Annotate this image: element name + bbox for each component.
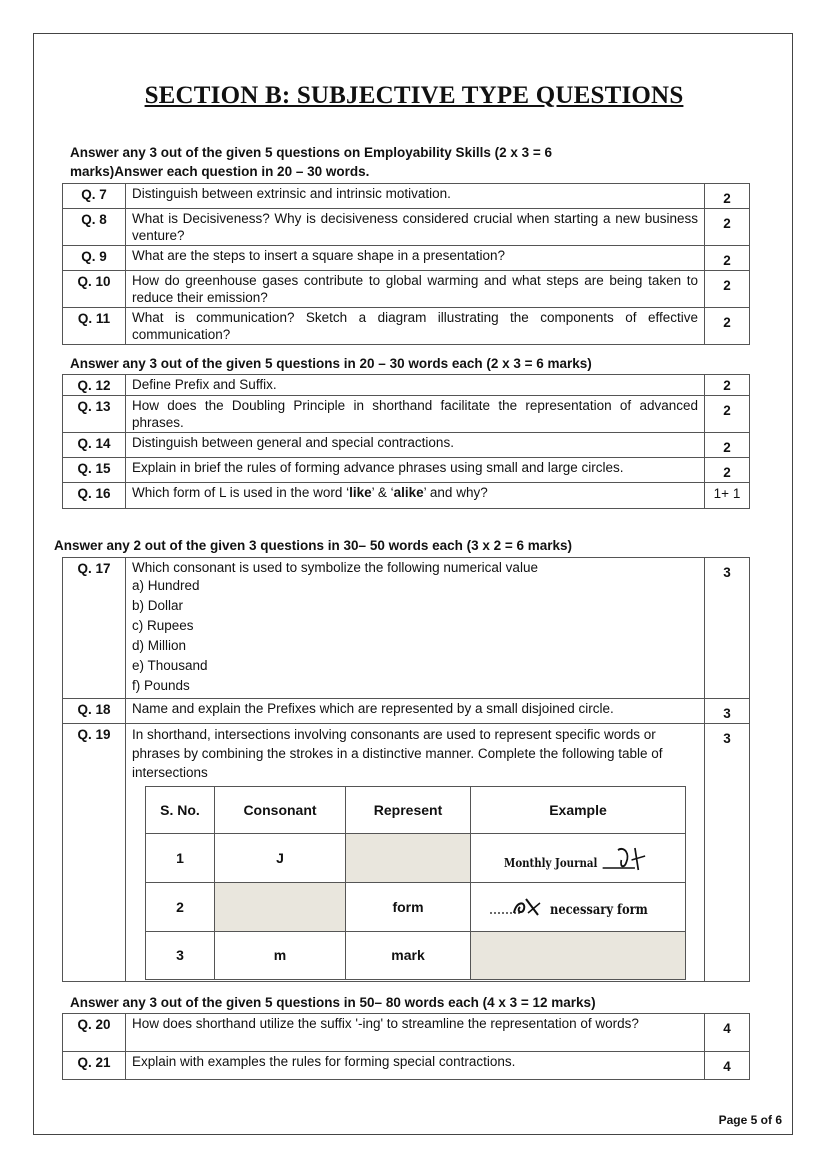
table-header: Consonant	[215, 787, 346, 834]
table-cell-blank	[346, 834, 471, 883]
list-item: d) Million	[132, 638, 187, 653]
table-row	[63, 1014, 750, 1052]
question-number: Q. 14	[63, 433, 126, 458]
table-cell: mark	[346, 932, 471, 980]
question-text: Which form of L is used in the word ‘like’ & ‘alike’ and why?	[126, 483, 705, 509]
group2-instruction: Answer any 3 out of the given 5 questions in 20 – 30 words each (2 x 3 = 6 marks)	[70, 356, 592, 371]
list-item: a) Hundred	[132, 578, 200, 593]
example-text: necessary form	[550, 902, 649, 918]
table-row	[146, 834, 686, 883]
question-marks: 2	[705, 246, 750, 271]
question-number: Q. 16	[63, 483, 126, 509]
group4-instruction: Answer any 3 out of the given 5 questions in 50– 80 words each (4 x 3 = 12 marks)	[70, 995, 596, 1010]
question-text: Which consonant is used to symbolize the following numerical value a) Hundred b) Dollar c) Rupees d) Million e) Thousand f) Pounds	[126, 558, 705, 699]
group1-instruction	[70, 143, 710, 181]
question-text: Distinguish between general and special contractions.	[126, 433, 705, 458]
table-row	[63, 724, 750, 982]
question-text: How does shorthand utilize the suffix '-ing' to streamline the representation of words?	[126, 1014, 705, 1052]
question-number: Q. 9	[63, 246, 126, 271]
question-text: Explain with examples the rules for forming special contractions.	[126, 1052, 705, 1080]
question-marks: 3	[705, 699, 750, 724]
question-marks: 2	[705, 184, 750, 209]
table-cell: form	[346, 883, 471, 932]
example-cell	[471, 834, 686, 883]
table-row	[63, 1052, 750, 1080]
table-row	[63, 396, 750, 433]
question-text: In shorthand, intersections involving consonants are used to represent specific words or phrases by combining the strokes in a distinctive manner. Complete the following table of intersections S. No. Consonant Represent Example 1 J Monthly Journal 2 form necessary form 3 m mark	[126, 724, 705, 982]
question-number: Q. 10	[63, 271, 126, 308]
table-row	[63, 271, 750, 308]
list-item: f) Pounds	[132, 678, 190, 693]
question-text: How do greenhouse gases contribute to global warming and what steps are being taken to reduce their emission?	[126, 271, 705, 308]
table-row	[63, 375, 750, 396]
group1-instruction-line1: Answer any 3 out of the given 5 questions on Employability Skills (2 x 3 = 6	[70, 145, 552, 160]
list-item: c) Rupees	[132, 618, 194, 633]
page-number: Page 5 of 6	[718, 1113, 782, 1127]
question-number: Q. 7	[63, 184, 126, 209]
table-row	[146, 932, 686, 980]
question-number: Q. 12	[63, 375, 126, 396]
question-number: Q. 20	[63, 1014, 126, 1052]
table-row	[63, 458, 750, 483]
question-number: Q. 19	[63, 724, 126, 982]
table-row	[63, 308, 750, 345]
table-cell-blank	[471, 932, 686, 980]
table-row	[63, 433, 750, 458]
table-row	[63, 558, 750, 699]
group2-table	[62, 374, 750, 509]
list-item: b) Dollar	[132, 598, 184, 613]
table-row	[63, 699, 750, 724]
group1-instruction-line2: marks)Answer each question in 20 – 30 words.	[70, 164, 370, 179]
question-text: Name and explain the Prefixes which are represented by a small disjoined circle.	[126, 699, 705, 724]
table-header: S. No.	[146, 787, 215, 834]
group1-table	[62, 183, 750, 345]
question-text: Define Prefix and Suffix.	[126, 375, 705, 396]
shorthand-stroke-icon	[601, 844, 652, 872]
table-row	[63, 209, 750, 246]
question-marks: 3	[705, 558, 750, 699]
section-title: SECTION B: SUBJECTIVE TYPE QUESTIONS	[144, 82, 684, 109]
question-number: Q. 17	[63, 558, 126, 699]
table-cell-blank	[215, 883, 346, 932]
question-number: Q. 11	[63, 308, 126, 345]
table-cell: 3	[146, 932, 215, 980]
option-list	[132, 576, 698, 696]
question-marks: 2	[705, 308, 750, 345]
table-row	[63, 246, 750, 271]
question-marks: 2	[705, 209, 750, 246]
group4-table	[62, 1013, 750, 1080]
question-number: Q. 13	[63, 396, 126, 433]
question-marks: 4	[705, 1052, 750, 1080]
table-row	[146, 787, 686, 834]
table-row	[63, 483, 750, 509]
question-text: What is Decisiveness? Why is decisiveness considered crucial when starting a new business venture?	[126, 209, 705, 246]
question-marks: 2	[705, 458, 750, 483]
intersections-table	[145, 786, 686, 980]
question-text: What are the steps to insert a square shape in a presentation?	[126, 246, 705, 271]
shorthand-stroke-icon	[486, 891, 546, 919]
table-header: Represent	[346, 787, 471, 834]
group3-table	[62, 557, 750, 982]
question-marks: 2	[705, 433, 750, 458]
table-cell: 2	[146, 883, 215, 932]
example-cell	[471, 883, 686, 932]
question-text: Explain in brief the rules of forming advance phrases using small and large circles.	[126, 458, 705, 483]
question-text: Distinguish between extrinsic and intrinsic motivation.	[126, 184, 705, 209]
list-item: e) Thousand	[132, 658, 208, 673]
group3-instruction: Answer any 2 out of the given 3 questions in 30– 50 words each (3 x 2 = 6 marks)	[54, 538, 573, 553]
table-cell: 1	[146, 834, 215, 883]
question-number: Q. 21	[63, 1052, 126, 1080]
question-text: What is communication? Sketch a diagram illustrating the components of effective communication?	[126, 308, 705, 345]
question-marks: 2	[705, 396, 750, 433]
question-number: Q. 8	[63, 209, 126, 246]
table-cell: m	[215, 932, 346, 980]
question-marks: 4	[705, 1014, 750, 1052]
table-header: Example	[471, 787, 686, 834]
question-marks: 1+ 1	[705, 483, 750, 509]
question-number: Q. 15	[63, 458, 126, 483]
question-number: Q. 18	[63, 699, 126, 724]
example-text: Monthly Journal	[504, 856, 598, 870]
table-row	[146, 883, 686, 932]
question-marks: 2	[705, 271, 750, 308]
question-marks: 3	[705, 724, 750, 982]
table-cell: J	[215, 834, 346, 883]
question-text: How does the Doubling Principle in shorthand facilitate the representation of advanced phrases.	[126, 396, 705, 433]
table-row	[63, 184, 750, 209]
question-marks: 2	[705, 375, 750, 396]
